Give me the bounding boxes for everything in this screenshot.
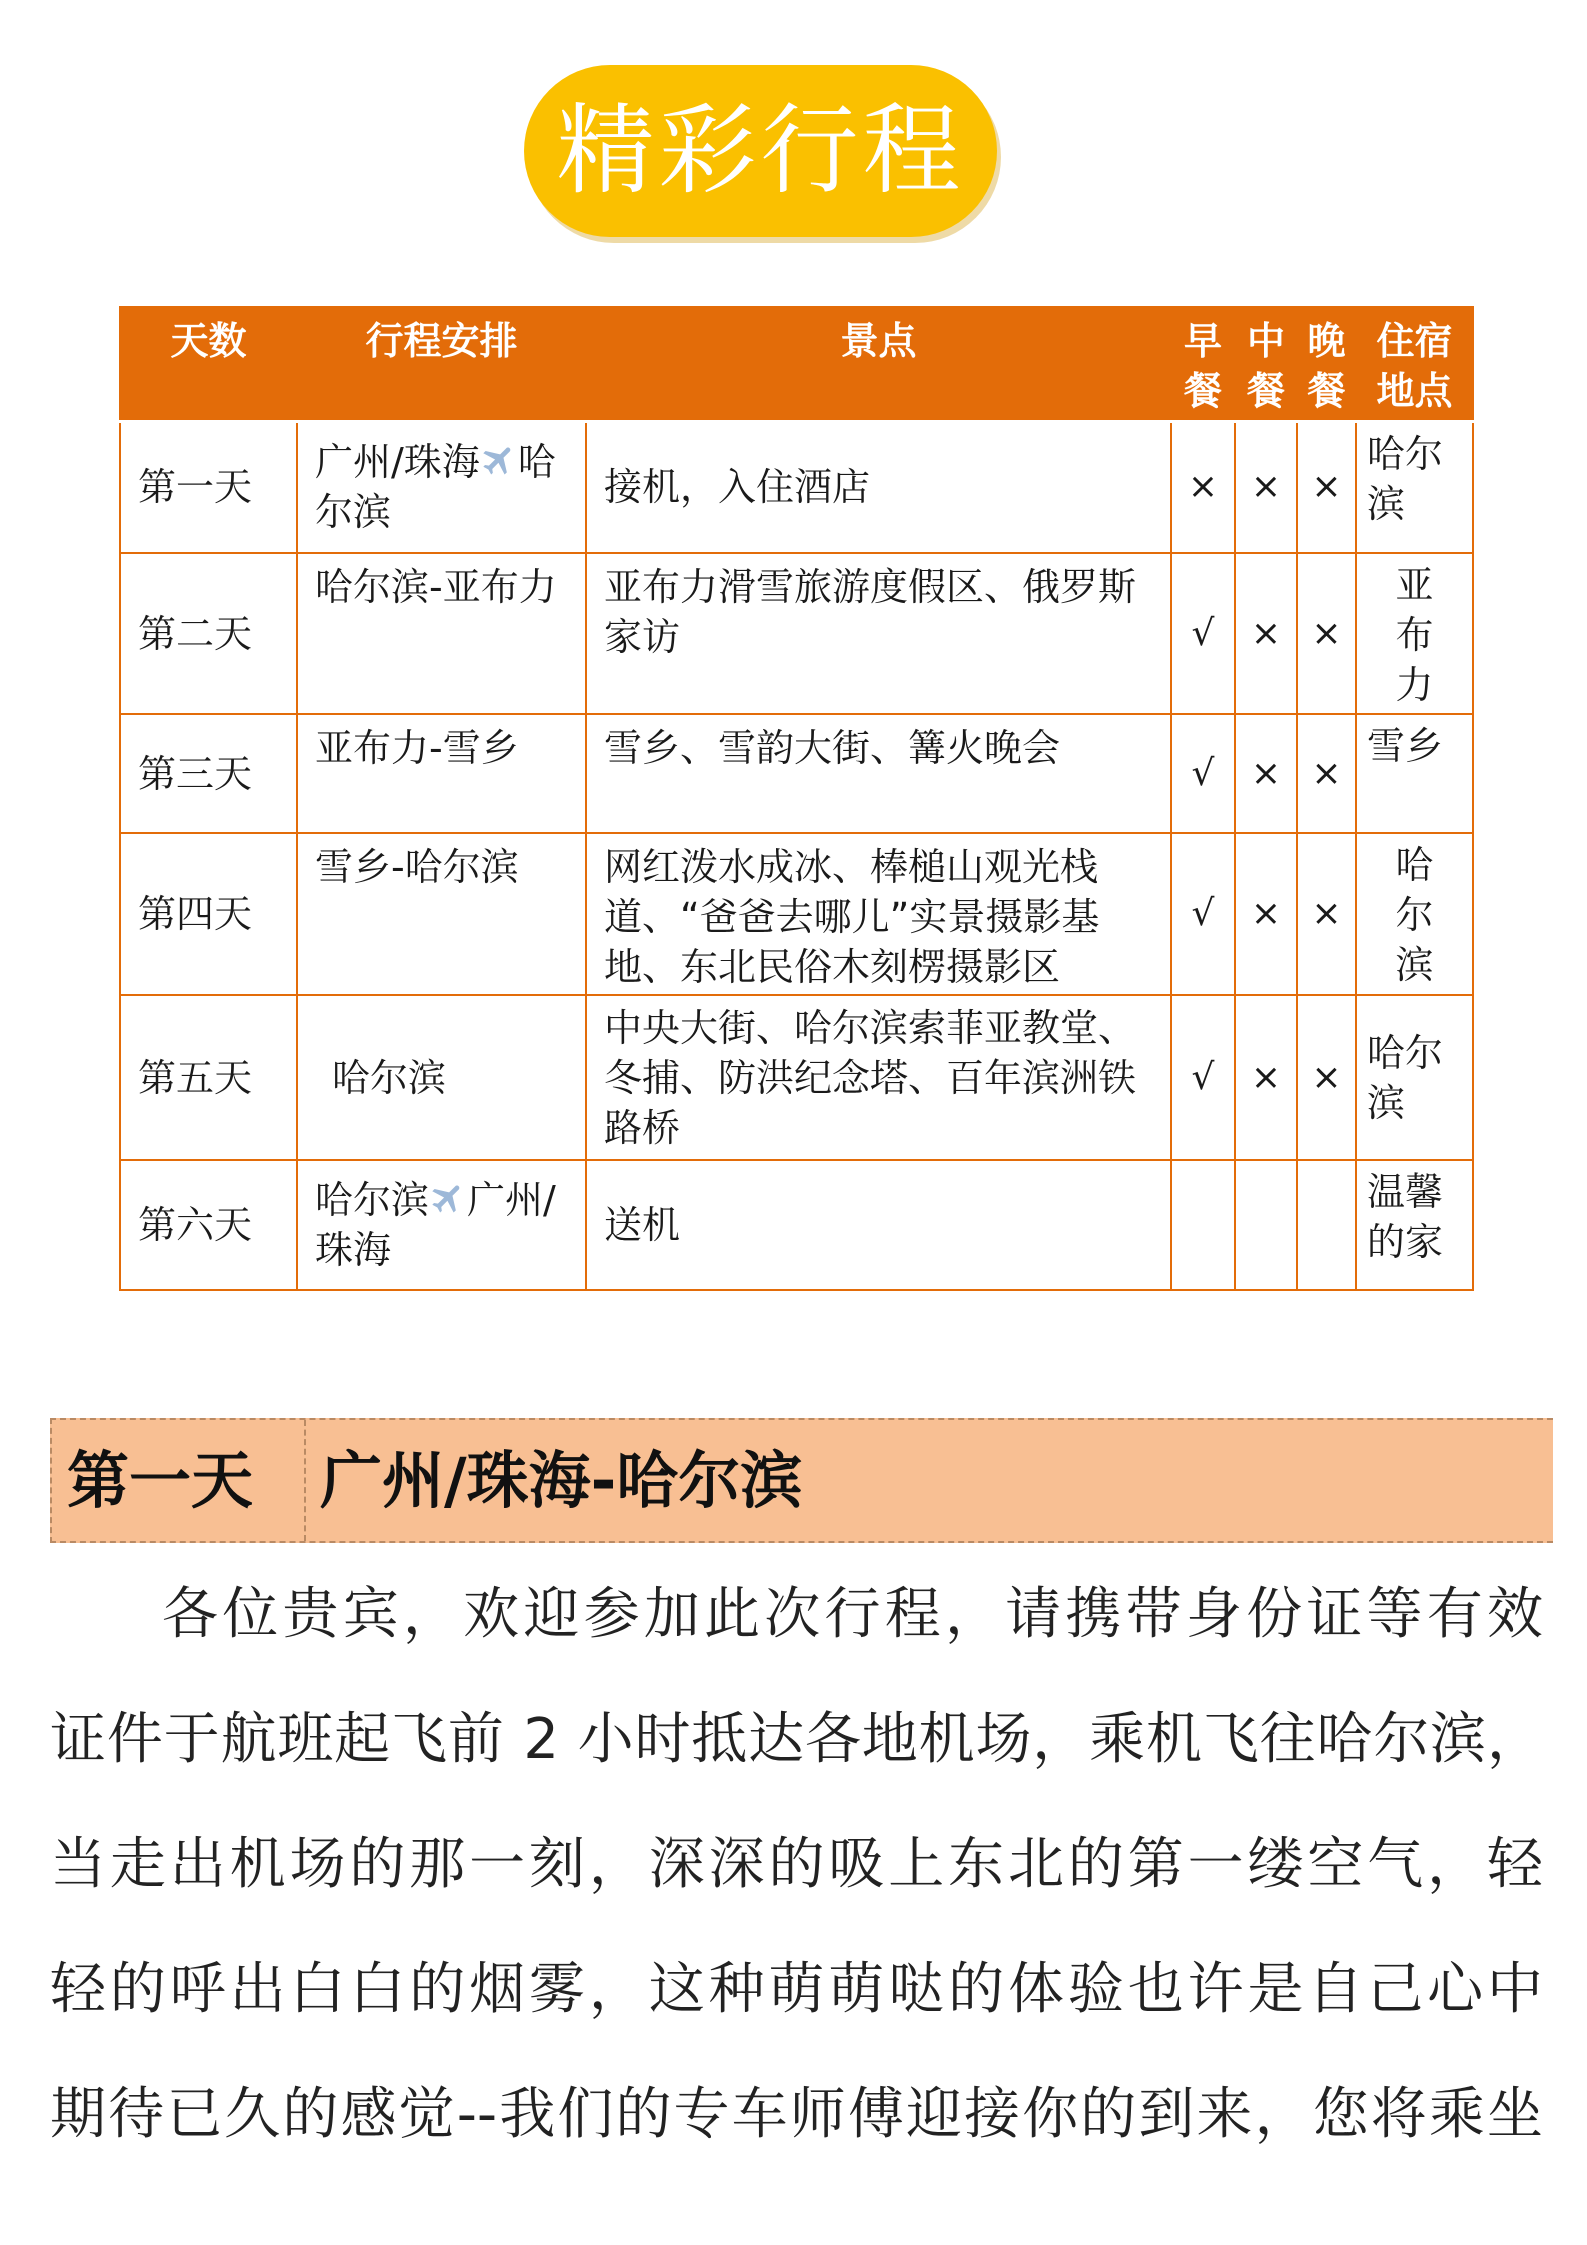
day-cell: 第六天 — [120, 1160, 297, 1290]
table-row — [120, 833, 1473, 995]
header-dinner — [1297, 307, 1356, 421]
heading-divider — [304, 1420, 306, 1541]
header-breakfast-label: 早餐 — [1184, 319, 1223, 413]
day1-heading — [50, 1418, 1553, 1543]
lunch-cell: × — [1235, 553, 1297, 714]
stay-cell: 雪乡 — [1356, 714, 1473, 833]
stay-cell — [1356, 553, 1473, 714]
route-cell: 哈尔滨-亚布力 — [297, 553, 586, 714]
header-sights: 景点 — [586, 307, 1171, 421]
lunch-cell: × — [1235, 833, 1297, 995]
header-lunch — [1235, 307, 1297, 421]
lunch-cell — [1235, 1160, 1297, 1290]
stay-cell: 哈尔滨 — [1356, 995, 1473, 1160]
airplane-icon — [429, 1179, 467, 1217]
table-row — [120, 714, 1473, 833]
route-to: 广州/珠海 — [315, 1178, 556, 1272]
breakfast-cell: √ — [1171, 833, 1235, 995]
breakfast-cell: × — [1171, 421, 1235, 553]
sights-cell: 雪乡、雪韵大街、篝火晚会 — [586, 714, 1171, 833]
header-day: 天数 — [120, 307, 297, 421]
day1-route: 广州/珠海-哈尔滨 — [320, 1444, 803, 1517]
sights-cell: 网红泼水成冰、棒槌山观光栈道、“爸爸去哪儿”实景摄影基地、东北民俗木刻楞摄影区 — [586, 833, 1171, 995]
airplane-icon — [480, 441, 518, 479]
stay-cell: 哈尔滨 — [1356, 421, 1473, 553]
day-cell: 第三天 — [120, 714, 297, 833]
dinner-cell: × — [1297, 995, 1356, 1160]
title-badge — [524, 65, 997, 237]
page-title: 精彩行程 — [556, 94, 965, 208]
day-cell: 第一天 — [120, 421, 297, 553]
paragraph-line: 轻的呼出白白的烟雾，这种萌萌哒的体验也许是自己心中 — [50, 1957, 1543, 2022]
table-header-row — [120, 307, 1473, 421]
lunch-cell: × — [1235, 421, 1297, 553]
route-cell: 亚布力-雪乡 — [297, 714, 586, 833]
route-from: 哈尔滨 — [315, 1178, 430, 1222]
stay-cell: 温馨的家 — [1356, 1160, 1473, 1290]
table-row — [120, 995, 1473, 1160]
route-cell: 雪乡-哈尔滨 — [297, 833, 586, 995]
dinner-cell: × — [1297, 833, 1356, 995]
breakfast-cell — [1171, 1160, 1235, 1290]
table-row — [120, 1160, 1473, 1290]
day-cell: 第二天 — [120, 553, 297, 714]
sights-cell: 送机 — [586, 1160, 1171, 1290]
lunch-cell: × — [1235, 714, 1297, 833]
dinner-cell: × — [1297, 553, 1356, 714]
day-cell: 第五天 — [120, 995, 297, 1160]
route-cell: 哈尔滨 — [297, 995, 586, 1160]
table-row — [120, 553, 1473, 714]
day1-label: 第一天 — [67, 1444, 254, 1517]
header-route: 行程安排 — [297, 307, 586, 421]
breakfast-cell: √ — [1171, 553, 1235, 714]
header-lunch-label: 中餐 — [1247, 319, 1286, 413]
sights-cell: 接机，入住酒店 — [586, 421, 1171, 553]
header-stay-label: 住宿地点 — [1376, 319, 1453, 413]
stay-cell — [1356, 833, 1473, 995]
table-row — [120, 421, 1473, 553]
itinerary-table — [119, 306, 1474, 1291]
paragraph-line: 证件于航班起飞前 2 小时抵达各地机场，乘机飞往哈尔滨， — [50, 1707, 1543, 1772]
header-dinner-label: 晚餐 — [1307, 319, 1346, 413]
breakfast-cell: √ — [1171, 714, 1235, 833]
sights-cell: 中央大街、哈尔滨索菲亚教堂、冬捕、防洪纪念塔、百年滨洲铁路桥 — [586, 995, 1171, 1160]
header-stay — [1356, 307, 1473, 421]
paragraph-line: 当走出机场的那一刻，深深的吸上东北的第一缕空气，轻 — [50, 1832, 1543, 1897]
sights-cell: 亚布力滑雪旅游度假区、俄罗斯家访 — [586, 553, 1171, 714]
stay-label: 哈尔滨 — [1395, 843, 1434, 987]
header-breakfast — [1171, 307, 1235, 421]
day1-intro-paragraph — [50, 1552, 1543, 2177]
route-cell — [297, 421, 586, 553]
route-cell — [297, 1160, 586, 1290]
lunch-cell: × — [1235, 995, 1297, 1160]
dinner-cell — [1297, 1160, 1356, 1290]
route-from: 广州/珠海 — [315, 440, 480, 485]
stay-label: 亚布力 — [1395, 563, 1434, 707]
day-cell: 第四天 — [120, 833, 297, 995]
paragraph-line: 期待已久的感觉--我们的专车师傅迎接你的到来，您将乘坐 — [50, 2082, 1543, 2147]
breakfast-cell: √ — [1171, 995, 1235, 1160]
route-to: 哈尔滨 — [315, 440, 556, 535]
dinner-cell: × — [1297, 421, 1356, 553]
dinner-cell: × — [1297, 714, 1356, 833]
paragraph-line: 各位贵宾，欢迎参加此次行程，请携带身份证等有效 — [162, 1582, 1543, 1647]
